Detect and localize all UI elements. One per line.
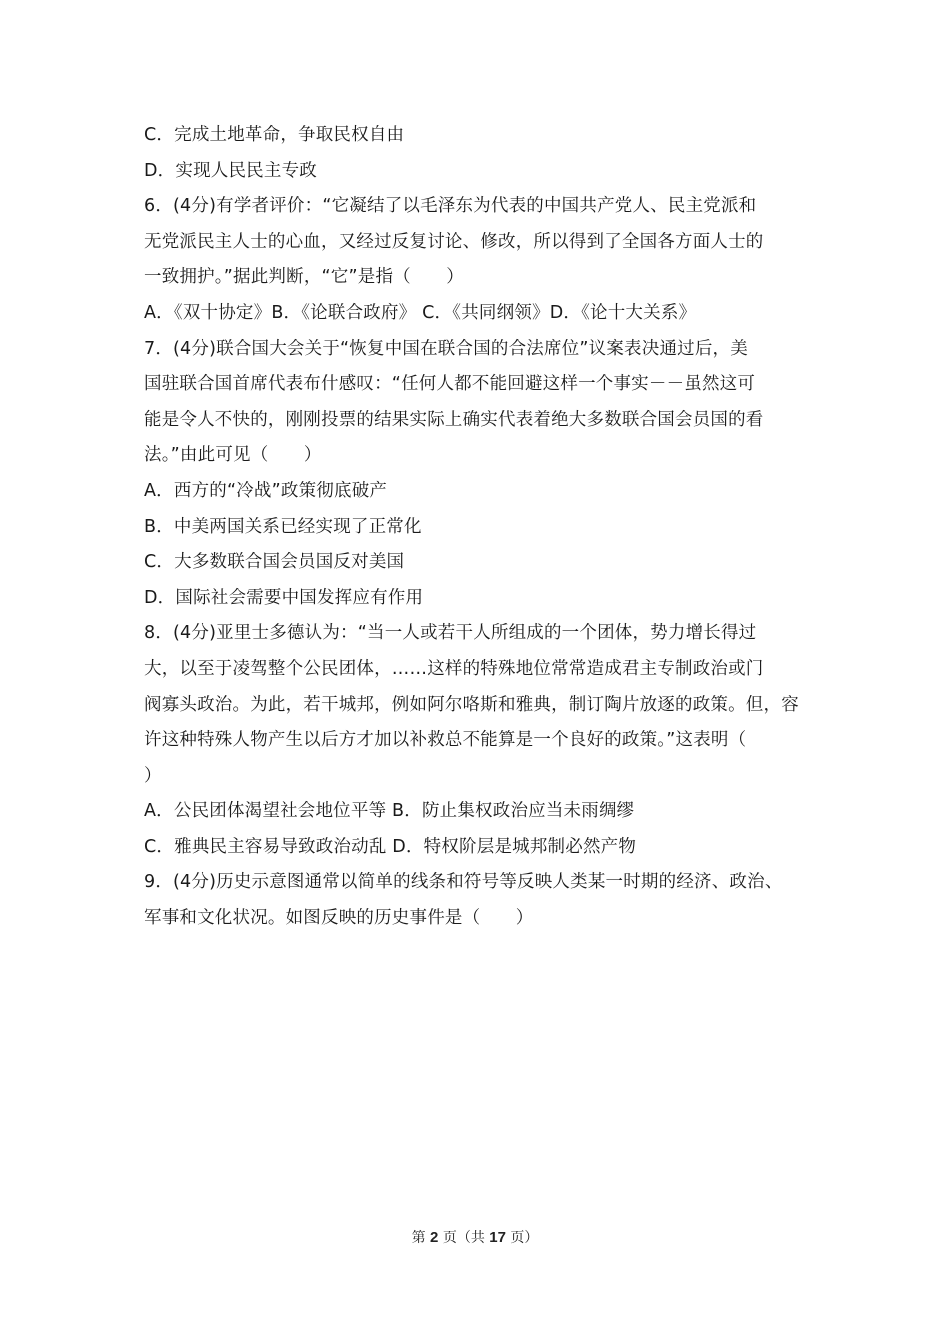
text-line-15: 8．(4分)亚里士多德认为：“当一人或若干人所组成的一个团体，势力增长得过 xyxy=(144,623,757,644)
text-line-11: A．西方的“冷战”政策彻底破产 xyxy=(144,480,388,501)
text-line-2: D．实现人民民主专政 xyxy=(144,160,317,181)
text-line-8: 国驻联合国首席代表布什感叹：“任何人都不能回避这样一个事实－－虽然这可 xyxy=(144,374,756,395)
text-line-10: 法。”由此可见（ ） xyxy=(144,445,322,466)
text-line-17: 阀寡头政治。为此，若干城邦，例如阿尔咯斯和雅典，制订陶片放逐的政策。但，容 xyxy=(144,694,799,715)
text-line-14: D．国际社会需要中国发挥应有作用 xyxy=(144,587,424,608)
footer-prefix: 第 xyxy=(411,1230,426,1246)
text-line-22: 9．(4分)历史示意图通常以简单的线条和符号等反映人类某一时期的经济、政治、 xyxy=(144,872,783,893)
text-line-13: C．大多数联合国会员国反对美国 xyxy=(144,552,405,573)
footer-middle: 页（共 xyxy=(442,1230,485,1246)
page-footer xyxy=(0,1227,950,1247)
footer-page-number: 2 xyxy=(430,1229,439,1246)
text-line-3: 6．(4分)有学者评价：“它凝结了以毛泽东为代表的中国共产党人、民主党派和 xyxy=(144,196,757,217)
text-line-18: 许这种特殊人物产生以后方才加以补救总不能算是一个良好的政策。”这表明（ xyxy=(144,730,747,751)
question-text xyxy=(144,118,824,937)
text-line-1: C．完成土地革命，争取民权自由 xyxy=(144,125,405,145)
text-line-16: 大，以至于凌驾整个公民团体，……这样的特殊地位常常造成君主专制政治或门 xyxy=(144,658,764,679)
text-line-21: C．雅典民主容易导致政治动乱 D．特权阶层是城邦制必然产物 xyxy=(144,836,637,857)
text-line-9: 能是令人不快的，刚刚投票的结果实际上确实代表着绝大多数联合国会员国的看 xyxy=(144,409,764,430)
text-line-5: 一致拥护。”据此判断，“它”是指（ ） xyxy=(144,267,464,288)
text-line-23: 军事和文化状况。如图反映的历史事件是（ ） xyxy=(144,908,534,929)
text-line-19: ） xyxy=(144,765,162,786)
footer-total-pages: 17 xyxy=(489,1229,506,1246)
footer-suffix: 页） xyxy=(510,1230,539,1246)
text-line-4: 无党派民主人士的心血，又经过反复讨论、修改，所以得到了全国各方面人士的 xyxy=(144,231,764,252)
text-line-20: A．公民团体渴望社会地位平等 B．防止集权政治应当未雨绸缪 xyxy=(144,801,635,822)
text-line-6: A．《双十协定》B．《论联合政府》 C．《共同纲领》D．《论十大关系》 xyxy=(144,302,697,323)
text-line-7: 7．(4分)联合国大会关于“恢复中国在联合国的合法席位”议案表决通过后，美 xyxy=(144,338,748,359)
text-line-12: B．中美两国关系已经实现了正常化 xyxy=(144,516,422,537)
